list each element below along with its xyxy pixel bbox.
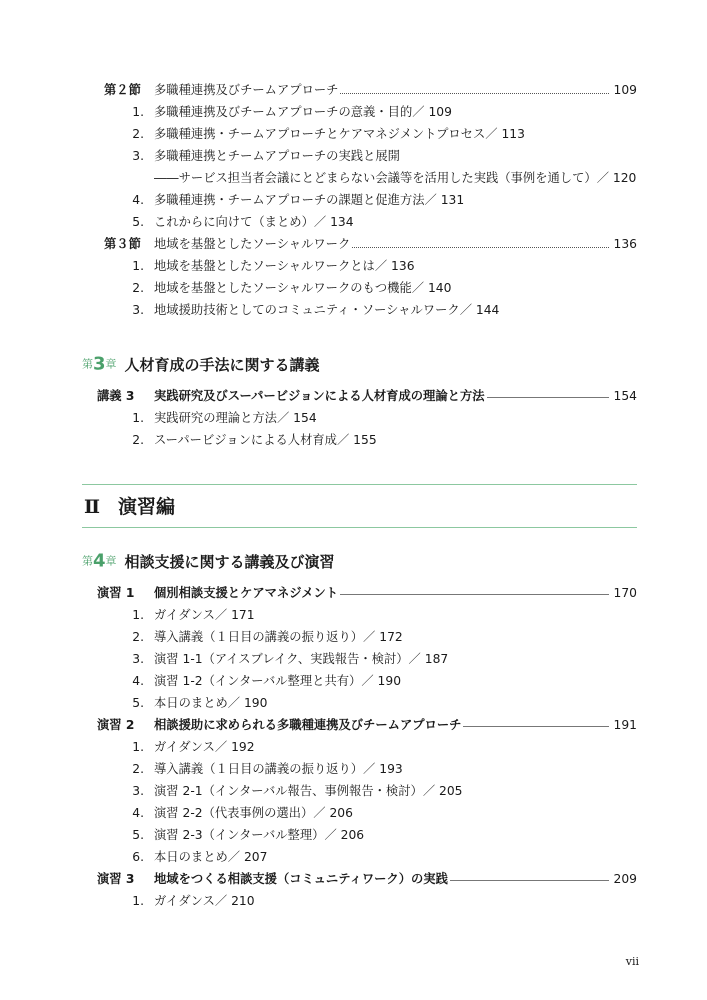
section-leader — [154, 79, 609, 101]
toc-item — [0, 626, 707, 648]
item-title: 演習 1-2（インターバル整理と共有）／ 190 — [154, 674, 402, 688]
lecture-number: 講義 3 — [97, 389, 135, 403]
item-title: ガイダンス／ 171 — [154, 608, 255, 622]
exercise-number: 演習 1 — [97, 586, 135, 600]
item-title: 多職種連携・チームアプローチの課題と促進方法／ 131 — [154, 193, 465, 207]
chapter-suffix: 章 — [105, 357, 117, 371]
section-page: 109 — [613, 83, 637, 97]
part-2-heading — [84, 492, 175, 522]
item-title: 演習 2-3（インターバル整理）／ 206 — [154, 828, 365, 842]
toc-item — [0, 736, 707, 758]
chapter-prefix: 第 — [82, 357, 93, 371]
toc-item — [0, 407, 707, 429]
item-number: 2. — [132, 630, 144, 644]
item-number: 1. — [132, 105, 144, 119]
section-number: 第２節 — [104, 83, 141, 97]
item-title: 演習 2-1（インターバル報告、事例報告・検討）／ 205 — [154, 784, 463, 798]
exercise-leader — [154, 714, 609, 736]
item-subtitle: ――サービス担当者会議にとどまらない会議等を活用した実践（事例を通して）／ 120 — [154, 171, 637, 185]
section-number: 第３節 — [104, 237, 141, 251]
item-title: 本日のまとめ／ 190 — [154, 696, 268, 710]
toc-item — [0, 299, 707, 321]
toc-item — [0, 648, 707, 670]
toc-section-3 — [0, 233, 707, 255]
item-number: 3. — [132, 149, 144, 163]
toc-item — [0, 189, 707, 211]
chapter-title: 人材育成の手法に関する講義 — [124, 355, 320, 374]
toc-item — [0, 890, 707, 912]
chapter-number: 3 — [93, 353, 106, 375]
toc-item — [0, 758, 707, 780]
toc-item — [0, 780, 707, 802]
item-number: 5. — [132, 696, 144, 710]
toc-item — [0, 604, 707, 626]
item-title: 演習 2-2（代表事例の選出）／ 206 — [154, 806, 353, 820]
exercise-leader — [154, 582, 609, 604]
exercise-title: 個別相談支援とケアマネジメント — [154, 586, 339, 600]
item-number: 5. — [132, 828, 144, 842]
item-number: 6. — [132, 850, 144, 864]
toc-item — [0, 846, 707, 868]
page-folio: vii — [625, 955, 639, 968]
item-number: 1. — [132, 894, 144, 908]
toc-exercise-2 — [0, 714, 707, 736]
item-title: 演習 1-1（アイスブレイク、実践報告・検討）／ 187 — [154, 652, 449, 666]
item-number: 4. — [132, 193, 144, 207]
item-title: 地域を基盤としたソーシャルワークとは／ 136 — [154, 259, 415, 273]
part-title: 演習編 — [118, 496, 176, 518]
chapter-number: 4 — [93, 550, 106, 572]
toc-item — [0, 429, 707, 451]
toc-item — [0, 802, 707, 824]
section-leader — [154, 233, 609, 255]
toc-item — [0, 277, 707, 299]
item-number: 2. — [132, 127, 144, 141]
item-number: 1. — [132, 740, 144, 754]
item-number: 1. — [132, 608, 144, 622]
exercise-number: 演習 3 — [97, 872, 135, 886]
chapter-3-heading — [82, 349, 320, 379]
item-title: 多職種連携とチームアプローチの実践と展開 — [154, 149, 400, 163]
exercise-title: 地域をつくる相談支援（コミュニティワーク）の実践 — [154, 872, 448, 886]
section-page: 136 — [613, 237, 637, 251]
lecture-title: 実践研究及びスーパービジョンによる人材育成の理論と方法 — [154, 389, 485, 403]
toc-lecture-3 — [0, 385, 707, 407]
item-title: スーパービジョンによる人材育成／ 155 — [154, 433, 377, 447]
item-number: 4. — [132, 806, 144, 820]
exercise-page: 209 — [613, 872, 637, 886]
part-numeral: Ⅱ — [84, 496, 101, 518]
item-number: 2. — [132, 281, 144, 295]
item-number: 3. — [132, 652, 144, 666]
item-title: ガイダンス／ 192 — [154, 740, 255, 754]
toc-exercise-1 — [0, 582, 707, 604]
exercise-page: 170 — [613, 586, 637, 600]
exercise-number: 演習 2 — [97, 718, 135, 732]
toc-exercise-3 — [0, 868, 707, 890]
lecture-page: 154 — [613, 389, 637, 403]
item-number: 2. — [132, 762, 144, 776]
item-title: 本日のまとめ／ 207 — [154, 850, 268, 864]
section-title: 地域を基盤としたソーシャルワーク — [154, 237, 351, 251]
item-number: 2. — [132, 433, 144, 447]
toc-item — [0, 670, 707, 692]
part-rule-top — [82, 484, 637, 485]
exercise-leader — [154, 868, 609, 890]
item-title: 地域援助技術としてのコミュニティ・ソーシャルワーク／ 144 — [154, 303, 500, 317]
item-title: 導入講義（１日目の講義の振り返り）／ 193 — [154, 762, 403, 776]
part-rule-bottom — [82, 527, 637, 528]
toc-item — [0, 123, 707, 145]
section-title: 多職種連携及びチームアプローチ — [154, 83, 339, 97]
toc-item — [0, 255, 707, 277]
item-number: 3. — [132, 784, 144, 798]
chapter-suffix: 章 — [105, 554, 117, 568]
toc-item-subtitle — [0, 167, 707, 189]
item-number: 3. — [132, 303, 144, 317]
toc-item — [0, 692, 707, 714]
chapter-prefix: 第 — [82, 554, 93, 568]
exercise-page: 191 — [613, 718, 637, 732]
lecture-leader — [154, 385, 609, 407]
item-title: 多職種連携・チームアプローチとケアマネジメントプロセス／ 113 — [154, 127, 525, 141]
item-title: 地域を基盤としたソーシャルワークのもつ機能／ 140 — [154, 281, 452, 295]
toc-item — [0, 211, 707, 233]
item-title: ガイダンス／ 210 — [154, 894, 255, 908]
item-number: 1. — [132, 411, 144, 425]
exercise-title: 相談援助に求められる多職種連携及びチームアプローチ — [154, 718, 462, 732]
item-number: 5. — [132, 215, 144, 229]
toc-item — [0, 824, 707, 846]
item-title: 導入講義（１日目の講義の振り返り）／ 172 — [154, 630, 403, 644]
item-title: 多職種連携及びチームアプローチの意義・目的／ 109 — [154, 105, 452, 119]
item-title: 実践研究の理論と方法／ 154 — [154, 411, 317, 425]
toc-item — [0, 101, 707, 123]
toc-item — [0, 145, 707, 167]
item-number: 4. — [132, 674, 144, 688]
item-number: 1. — [132, 259, 144, 273]
toc-section-2 — [0, 79, 707, 101]
chapter-4-heading — [82, 546, 335, 576]
item-title: これからに向けて（まとめ）／ 134 — [154, 215, 354, 229]
chapter-title: 相談支援に関する講義及び演習 — [124, 552, 335, 571]
